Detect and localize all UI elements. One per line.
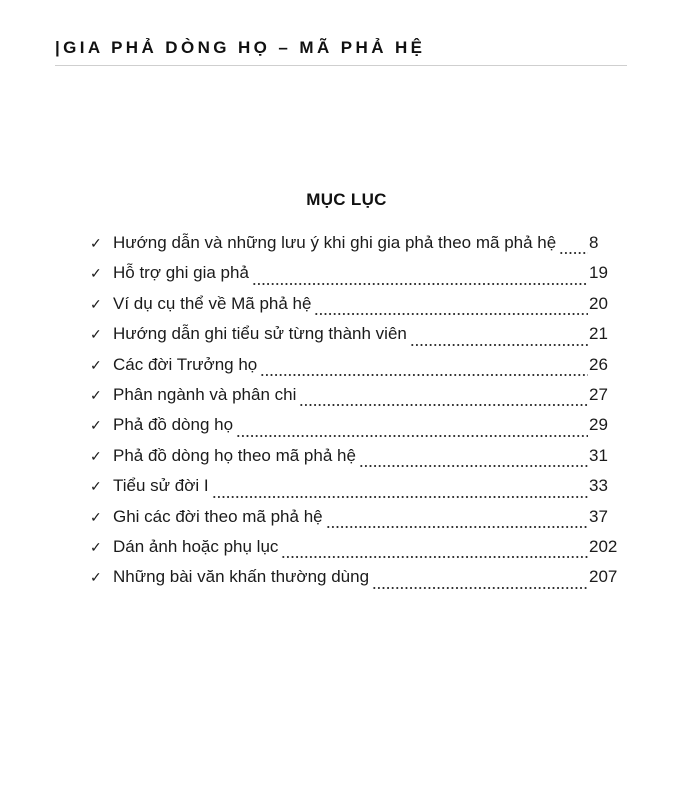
toc-entry-page-number: 19 [589, 263, 608, 283]
toc-leader-dots [314, 313, 588, 315]
checkmark-icon: ✓ [90, 447, 102, 464]
document-header [55, 38, 627, 66]
document-header-title: |GIA PHẢ DÒNG HỌ – MÃ PHẢ HỆ [55, 38, 426, 57]
toc-entry-title: Những bài văn khấn thường dùng [113, 567, 370, 587]
toc-entry-row[interactable] [90, 415, 625, 445]
toc-entry-row[interactable] [90, 263, 625, 293]
toc-entry-row[interactable] [90, 476, 625, 506]
toc-entry-row[interactable] [90, 355, 625, 385]
toc-entry-row[interactable] [90, 567, 625, 597]
toc-leader-dots [281, 556, 588, 558]
checkmark-icon: ✓ [90, 569, 102, 586]
toc-leader-dots [359, 465, 588, 467]
toc-entry-title: Ghi các đời theo mã phả hệ [113, 506, 323, 526]
checkmark-icon: ✓ [90, 478, 102, 495]
toc-leader-dots [236, 435, 588, 437]
toc-entry-row[interactable] [90, 446, 625, 476]
toc-entry-title: Phả đồ dòng họ [113, 415, 234, 435]
toc-entry-page-number: 20 [589, 293, 608, 313]
checkmark-icon: ✓ [90, 538, 102, 555]
checkmark-icon: ✓ [90, 417, 102, 434]
toc-entry-title: Ví dụ cụ thể về Mã phả hệ [113, 293, 312, 313]
toc-entry-page-number: 31 [589, 445, 608, 465]
toc-entry-title: Tiểu sử đời I [113, 476, 209, 496]
toc-entry-row[interactable] [90, 294, 625, 324]
toc-entry-page-number: 8 [589, 233, 599, 252]
toc-entry-page-number: 21 [589, 324, 608, 344]
toc-heading: MỤC LỤC [306, 190, 387, 209]
toc-entry-title: Dán ảnh hoặc phụ lục [113, 536, 279, 556]
toc-entry-page-number: 33 [589, 476, 608, 496]
toc-entry-title: Hỗ trợ ghi gia phả [113, 263, 249, 283]
toc-leader-dots [299, 404, 588, 406]
toc-entry-row[interactable] [90, 537, 625, 567]
toc-list [90, 233, 625, 598]
toc-entry-page-number: 202 [589, 536, 618, 556]
checkmark-icon: ✓ [90, 386, 102, 403]
toc-entry-row[interactable] [90, 385, 625, 415]
toc-entry-page-number: 207 [589, 567, 618, 587]
toc-leader-dots [372, 587, 588, 589]
checkmark-icon: ✓ [90, 326, 102, 343]
checkmark-icon: ✓ [90, 295, 102, 312]
toc-entry-page-number: 29 [589, 415, 608, 435]
toc-leader-dots [212, 496, 588, 498]
toc-entry-title: Phân ngành và phân chi [113, 384, 297, 404]
toc-entry-title: Phả đồ dòng họ theo mã phả hệ [113, 445, 356, 465]
toc-leader-dots [410, 344, 588, 346]
toc-entry-row[interactable] [90, 233, 625, 263]
checkmark-icon: ✓ [90, 235, 102, 251]
toc-entry-page-number: 27 [589, 384, 608, 404]
checkmark-icon: ✓ [90, 356, 102, 373]
checkmark-icon: ✓ [90, 265, 102, 282]
toc-leader-dots [252, 283, 588, 285]
toc-leader-dots [326, 526, 588, 528]
toc-entry-title: Hướng dẫn ghi tiểu sử từng thành viên [113, 324, 407, 344]
toc-entry-title: Hướng dẫn và những lưu ý khi ghi gia phả theo mã phả hệ [113, 233, 557, 252]
toc-entry-title: Các đời Trưởng họ [113, 354, 258, 374]
checkmark-icon: ✓ [90, 508, 102, 525]
toc-leader-dots [559, 252, 588, 254]
toc-entry-row[interactable] [90, 324, 625, 354]
toc-leader-dots [260, 374, 588, 376]
toc-entry-row[interactable] [90, 507, 625, 537]
toc-entry-page-number: 37 [589, 506, 608, 526]
toc-entry-page-number: 26 [589, 354, 608, 374]
